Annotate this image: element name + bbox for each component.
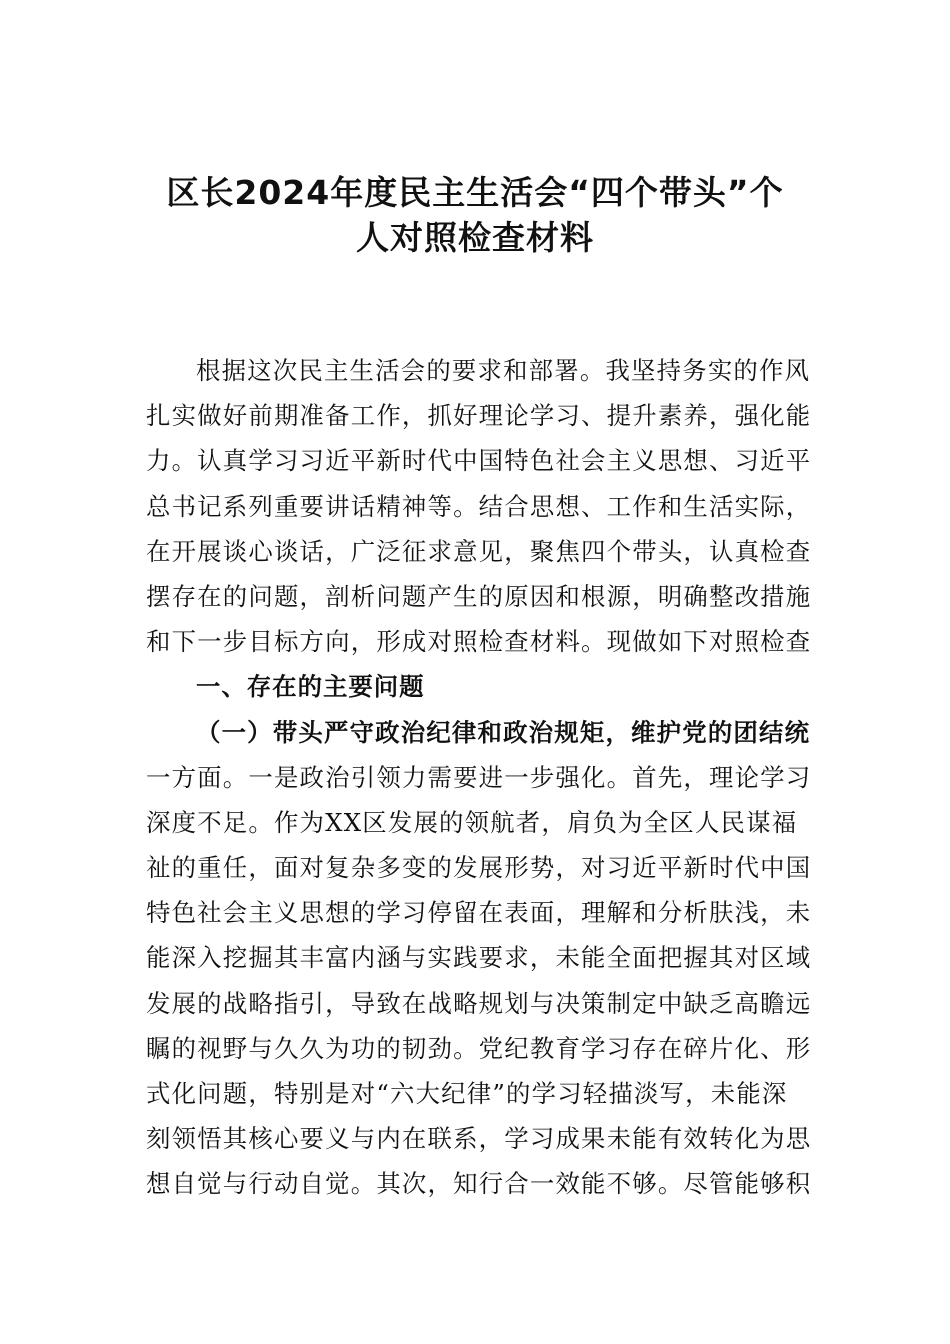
paragraph-line: 深度不足。作为XX区发展的领航者，肩负为全区人民谋福 [146, 807, 798, 837]
section-heading: 一、存在的主要问题 [196, 672, 425, 702]
paragraph-line: 想自觉与行动自觉。其次，知行合一效能不够。尽管能够积 [146, 1169, 812, 1199]
paragraph-line: 特色社会主义思想的学习停留在表面，理解和分析肤浅，未 [146, 898, 812, 928]
paragraph-line [146, 710, 826, 755]
paragraph-line: 力。认真学习习近平新时代中国特色社会主义思想、习近平 [146, 446, 812, 476]
document-body [146, 348, 826, 1207]
paragraph-line: 式化问题，特别是对“六大纪律”的学习轻描淡写，未能深 [146, 1079, 788, 1108]
paragraph-line: 能深入挖掘其丰富内涵与实践要求，未能全面把握其对区域 [146, 943, 812, 973]
paragraph-line: 扎实做好前期准备工作，抓好理论学习、提升素养，强化能 [146, 401, 812, 431]
paragraph-line: 和下一步目标方向，形成对照检查材料。现做如下对照检查 [146, 627, 812, 657]
document-title-line-2: 人对照检查材料 [356, 218, 594, 257]
paragraph-line: 摆存在的问题，剖析问题产生的原因和根源，明确整改措施 [146, 581, 812, 611]
paragraph-line: 总书记系列重要讲话精神等。结合思想、工作和生活实际， [146, 491, 812, 521]
paragraph-line: 一方面。一是政治引领力需要进一步强化。首先，理论学习 [146, 762, 812, 792]
paragraph-line: 瞩的视野与久久为功的韧劲。党纪教育学习存在碎片化、形 [146, 1033, 812, 1063]
paragraph-line: 在开展谈心谈话，广泛征求意见，聚焦四个带头，认真检查 [146, 536, 812, 566]
subsection-heading: （一）带头严守政治纪律和政治规矩，维护党的团结统 [196, 717, 811, 747]
paragraph-line: 刻领悟其核心要义与内在联系，学习成果未能有效转化为思 [146, 1124, 812, 1154]
paragraph-line: 祉的重任，面对复杂多变的发展形势，对习近平新时代中国 [146, 853, 812, 883]
document-title-line-1: 区长2024年度民主生活会“四个带头”个 [166, 173, 784, 212]
paragraph-line: 发展的战略指引，导致在战略规划与决策制定中缺乏高瞻远 [146, 988, 812, 1018]
paragraph-line: 根据这次民主生活会的要求和部署。我坚持务实的作风 [196, 356, 811, 385]
